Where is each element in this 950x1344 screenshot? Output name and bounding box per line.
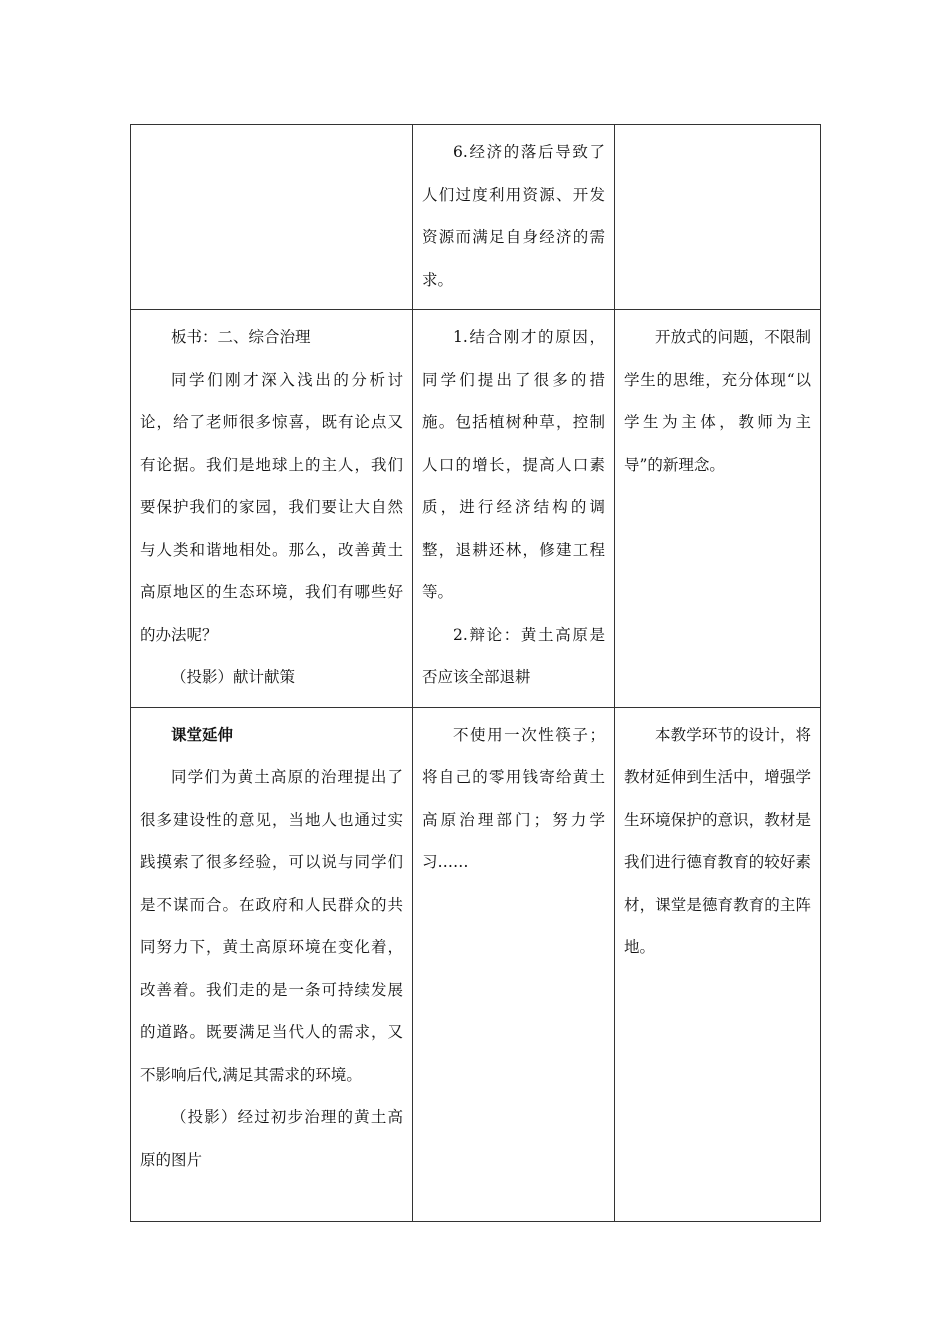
student-activity-text: 1.结合刚才的原因，同学们提出了很多的措施。包括植树种草，控制人口的增长，提高人口素质，进行经济结构的调整，退耕还林，修建工程等。 — [422, 328, 605, 601]
student-activity-cell — [413, 310, 615, 708]
teacher-speech-text: 同学们刚才深入浅出的分析讨论，给了老师很多惊喜，既有论点又有论据。我们是地球上的主人，我们要保护我们的家园，我们要让大自然与人类和谐地相处。那么，改善黄土高原地区的生态环境，我们有哪些好的办法呢？ — [140, 370, 403, 644]
projection-note-text: （投影）献计献策 — [171, 668, 296, 686]
lesson-plan-table — [130, 124, 821, 1222]
student-activity-cell — [413, 125, 615, 310]
student-activity-text: 不使用一次性筷子；将自己的零用钱寄给黄土高原治理部门；努力学习…… — [422, 725, 605, 871]
design-intent-cell — [615, 707, 821, 1221]
design-intent-cell — [615, 310, 821, 708]
student-activity-text: 6.经济的落后导致了人们过度利用资源、开发资源而满足自身经济的需求。 — [422, 143, 605, 289]
board-writing-text: 板书：二、综合治理 — [171, 328, 311, 346]
teacher-activity-cell — [131, 310, 413, 708]
table-row — [131, 310, 821, 708]
projection-note-text: （投影）经过初步治理的黄土高原的图片 — [140, 1108, 403, 1169]
student-activity-cell — [413, 707, 615, 1221]
teacher-speech-text: 同学们为黄土高原的治理提出了很多建设性的意见，当地人也通过实践摸索了很多经验，可以说与同学们是不谋而合。在政府和人民群众的共同努力下，黄土高原环境在变化着，改善着。我们走的是一条可持续发展的道路。既要满足当代人的需求，又不影响后代,满足其需求的环境。 — [140, 768, 403, 1084]
design-intent-cell — [615, 125, 821, 310]
teacher-activity-cell — [131, 707, 413, 1221]
design-intent-text: 本教学环节的设计，将教材延伸到生活中，增强学生环境保护的意识，教材是我们进行德育教育的较好素材，课堂是德育教育的主阵地。 — [624, 725, 811, 956]
section-heading: 课堂延伸 — [171, 725, 234, 744]
student-activity-text: 2.辩论：黄土高原是否应该全部退耕 — [422, 625, 605, 686]
table-row — [131, 125, 821, 310]
design-intent-text: 开放式的问题，不限制学生的思维，充分体现“以学生为主体，教师为主导”的新理念。 — [624, 328, 811, 474]
table-row — [131, 707, 821, 1221]
teacher-activity-cell — [131, 125, 413, 310]
